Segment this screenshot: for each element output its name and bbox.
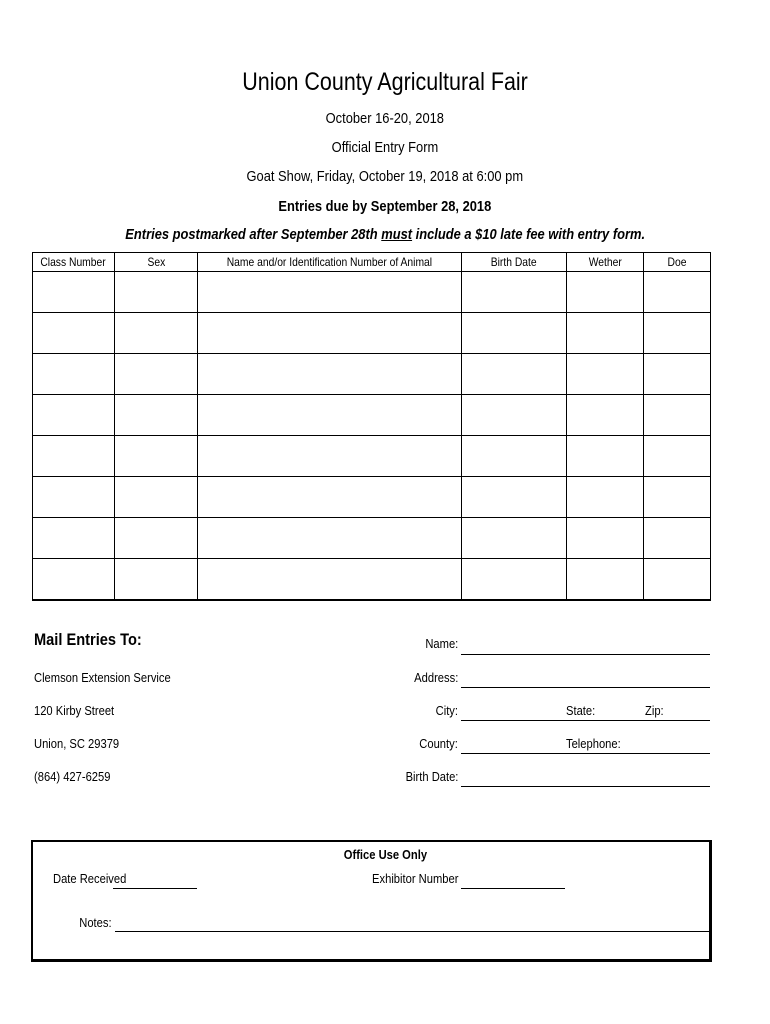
telephone-label: Telephone: bbox=[566, 736, 621, 751]
entry-cell[interactable] bbox=[567, 395, 644, 436]
table-row bbox=[33, 477, 711, 518]
mail-address-line: 120 Kirby Street bbox=[34, 703, 115, 718]
entry-cell[interactable] bbox=[198, 313, 462, 354]
entry-cell[interactable] bbox=[644, 477, 711, 518]
show-info: Goat Show, Friday, October 19, 2018 at 6:00 pm bbox=[246, 168, 524, 185]
mail-address-line: Union, SC 29379 bbox=[34, 736, 120, 751]
birth-date-field[interactable] bbox=[461, 786, 710, 787]
col-sex: Sex bbox=[115, 253, 198, 272]
entry-cell[interactable] bbox=[644, 518, 711, 559]
zip-label: Zip: bbox=[645, 703, 664, 718]
entry-cell[interactable] bbox=[115, 395, 198, 436]
entry-cell[interactable] bbox=[462, 518, 567, 559]
entry-cell[interactable] bbox=[462, 477, 567, 518]
entry-cell[interactable] bbox=[567, 354, 644, 395]
city-label: City: bbox=[435, 703, 458, 718]
col-animal-name: Name and/or Identification Number of Animal bbox=[198, 253, 462, 272]
entry-cell[interactable] bbox=[115, 436, 198, 477]
entry-cell[interactable] bbox=[462, 559, 567, 601]
city-state-zip-field[interactable] bbox=[461, 720, 710, 721]
table-row bbox=[33, 518, 711, 559]
notes-label: Notes: bbox=[79, 915, 112, 930]
col-wether: Wether bbox=[567, 253, 644, 272]
table-header-row bbox=[33, 253, 711, 272]
table-row bbox=[33, 436, 711, 477]
date-received-field[interactable] bbox=[113, 888, 197, 889]
table-row bbox=[33, 559, 711, 601]
mail-phone: (864) 427-6259 bbox=[34, 769, 111, 784]
entry-cell[interactable] bbox=[198, 272, 462, 313]
entry-cell[interactable] bbox=[33, 272, 115, 313]
entry-cell[interactable] bbox=[462, 395, 567, 436]
table-row bbox=[33, 313, 711, 354]
entry-cell[interactable] bbox=[644, 272, 711, 313]
notes-field[interactable] bbox=[115, 931, 710, 932]
entry-cell[interactable] bbox=[115, 559, 198, 601]
form-name: Official Entry Form bbox=[331, 139, 439, 156]
table-row bbox=[33, 395, 711, 436]
address-label: Address: bbox=[413, 670, 458, 685]
entry-cell[interactable] bbox=[33, 436, 115, 477]
entry-cell[interactable] bbox=[198, 436, 462, 477]
entry-cell[interactable] bbox=[567, 436, 644, 477]
entry-cell[interactable] bbox=[644, 354, 711, 395]
fair-dates: October 16-20, 2018 bbox=[325, 110, 445, 127]
table-row bbox=[33, 272, 711, 313]
entry-cell[interactable] bbox=[115, 272, 198, 313]
mail-address-line: Clemson Extension Service bbox=[34, 670, 171, 685]
entry-cell[interactable] bbox=[33, 313, 115, 354]
name-label: Name: bbox=[425, 636, 458, 651]
entry-cell[interactable] bbox=[462, 436, 567, 477]
entry-cell[interactable] bbox=[644, 436, 711, 477]
entry-cell[interactable] bbox=[644, 313, 711, 354]
entry-cell[interactable] bbox=[198, 477, 462, 518]
entry-cell[interactable] bbox=[567, 313, 644, 354]
county-telephone-field[interactable] bbox=[461, 753, 710, 754]
entry-cell[interactable] bbox=[33, 354, 115, 395]
state-label: State: bbox=[566, 703, 596, 718]
exhibitor-number-field[interactable] bbox=[461, 888, 565, 889]
entry-cell[interactable] bbox=[462, 354, 567, 395]
entry-cell[interactable] bbox=[198, 354, 462, 395]
date-received-label: Date Received bbox=[53, 871, 127, 886]
exhibitor-number-label: Exhibitor Number bbox=[371, 871, 458, 886]
form-title: Union County Agricultural Fair bbox=[242, 68, 528, 96]
entry-cell[interactable] bbox=[198, 518, 462, 559]
entry-cell[interactable] bbox=[644, 559, 711, 601]
entry-cell[interactable] bbox=[33, 518, 115, 559]
address-field[interactable] bbox=[461, 687, 710, 688]
entry-cell[interactable] bbox=[567, 272, 644, 313]
entry-cell[interactable] bbox=[462, 272, 567, 313]
birth-date-label: Birth Date: bbox=[405, 769, 458, 784]
entry-cell[interactable] bbox=[198, 395, 462, 436]
late-fee-notice: Entries postmarked after September 28th must include a $10 late fee with entry form. bbox=[125, 226, 645, 243]
entry-cell[interactable] bbox=[115, 477, 198, 518]
entry-cell[interactable] bbox=[33, 559, 115, 601]
entry-cell[interactable] bbox=[567, 518, 644, 559]
entry-cell[interactable] bbox=[33, 477, 115, 518]
entry-cell[interactable] bbox=[567, 559, 644, 601]
entry-cell[interactable] bbox=[33, 395, 115, 436]
entries-table bbox=[32, 252, 711, 601]
office-use-title: Office Use Only bbox=[343, 847, 427, 862]
entry-cell[interactable] bbox=[462, 313, 567, 354]
mail-entries-heading: Mail Entries To: bbox=[34, 630, 142, 649]
entry-cell[interactable] bbox=[198, 559, 462, 601]
table-row bbox=[33, 354, 711, 395]
col-birth-date: Birth Date bbox=[462, 253, 567, 272]
name-field[interactable] bbox=[461, 654, 710, 655]
county-label: County: bbox=[419, 736, 458, 751]
col-class-number: Class Number bbox=[33, 253, 115, 272]
col-doe: Doe bbox=[644, 253, 711, 272]
entry-cell[interactable] bbox=[115, 518, 198, 559]
entry-cell[interactable] bbox=[115, 354, 198, 395]
entry-cell[interactable] bbox=[115, 313, 198, 354]
entry-cell[interactable] bbox=[567, 477, 644, 518]
entry-cell[interactable] bbox=[644, 395, 711, 436]
due-date: Entries due by September 28, 2018 bbox=[278, 198, 492, 215]
